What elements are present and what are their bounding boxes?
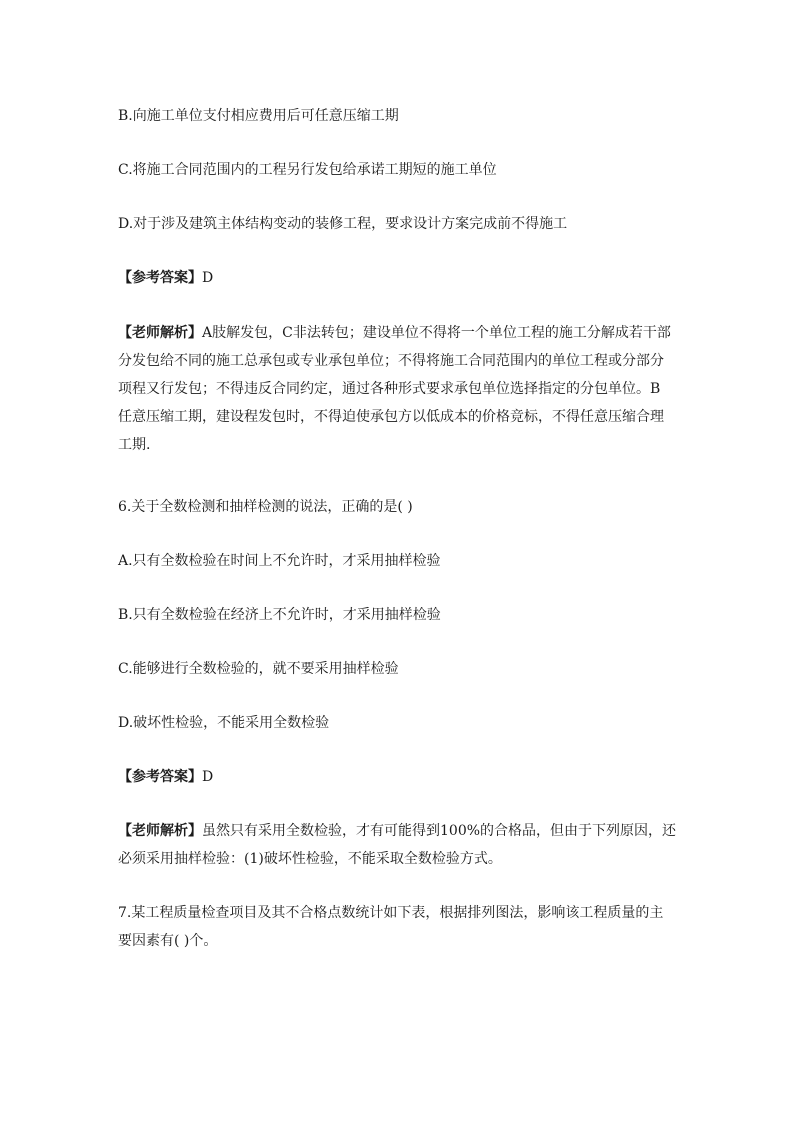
q7-stem-line: 要因素有( )个。	[118, 933, 218, 949]
q5-answer-label: 【参考答案】	[118, 270, 202, 286]
q6-answer-value: D	[202, 769, 214, 785]
q7-stem	[118, 899, 678, 955]
q5-answer	[118, 264, 678, 292]
q6-answer-label: 【参考答案】	[118, 769, 202, 785]
q5-answer-value: D	[202, 270, 214, 286]
q6-option-a: A.只有全数检验在时间上不允许时，才采用抽样检验	[118, 553, 441, 569]
q7-stem-line: 7.某工程质量检查项目及其不合格点数统计如下表，根据排列图法，影响该工程质量的主	[118, 905, 664, 921]
q6-analysis-label: 【老师解析】	[118, 823, 202, 839]
q6-option-b: B.只有全数检验在经济上不允许时，才采用抽样检验	[118, 607, 441, 623]
q5-analysis-line: 任意压缩工期，建设程发包时，不得迫使承包方以低成本的价格竞标，不得任意压缩合理	[118, 409, 664, 425]
q5-option-d: D.对于涉及建筑主体结构变动的装修工程，要求设计方案完成前不得施工	[118, 216, 568, 232]
q6-option-c: C.能够进行全数检验的，就不要采用抽样检验	[118, 661, 399, 677]
q5-analysis-line: 项程又行发包；不得违反合同约定，通过各种形式要求承包单位选择指定的分包单位。B	[118, 381, 661, 397]
q5-analysis-line: 工期.	[118, 437, 151, 453]
q5-analysis-line: A肢解发包，C非法转包；建设单位不得将一个单位工程的施工分解成若干部	[202, 325, 671, 341]
q5-analysis-line: 分发包给不同的施工总承包或专业承包单位；不得将施工合同范围内的单位工程或分部分	[118, 353, 664, 369]
q6-analysis-line: 虽然只有采用全数检验，才有可能得到100%的合格品，但由于下列原因，还	[202, 823, 677, 839]
q6-analysis-line: 必须采用抽样检验：(1)破坏性检验，不能采取全数检验方式。	[118, 851, 502, 867]
q6-option-d: D.破坏性检验，不能采用全数检验	[118, 715, 330, 731]
q5-option-c: C.将施工合同范围内的工程另行发包给承诺工期短的施工单位	[118, 162, 497, 178]
q6-answer	[118, 763, 678, 791]
q6-analysis	[118, 817, 678, 873]
q5-analysis	[118, 319, 678, 459]
q6-stem: 6.关于全数检测和抽样检测的说法，正确的是( )	[118, 499, 413, 515]
q5-option-b: B.向施工单位支付相应费用后可任意压缩工期	[118, 108, 399, 124]
q5-analysis-label: 【老师解析】	[118, 325, 202, 341]
